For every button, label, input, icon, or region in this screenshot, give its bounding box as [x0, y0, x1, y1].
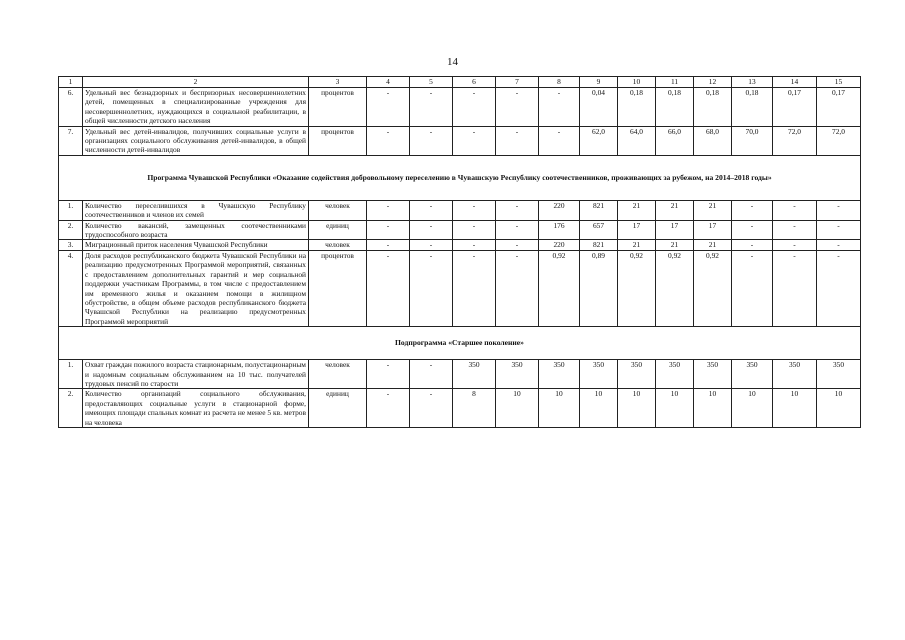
value-cell: 21 [656, 200, 694, 220]
indicators-table [58, 76, 861, 428]
value-cell: 21 [618, 240, 656, 250]
row-number: 1. [59, 360, 83, 389]
table-row [59, 220, 861, 240]
value-cell: - [367, 389, 410, 428]
column-number-cell: 10 [618, 77, 656, 88]
value-cell: - [817, 220, 861, 240]
value-cell: 70,0 [732, 126, 773, 155]
value-cell: 8 [453, 389, 496, 428]
value-cell: 72,0 [817, 126, 861, 155]
value-cell: 10 [539, 389, 580, 428]
value-cell: 350 [732, 360, 773, 389]
value-cell: - [367, 360, 410, 389]
value-cell: - [410, 126, 453, 155]
value-cell: 0,18 [656, 88, 694, 127]
value-cell: 0,17 [817, 88, 861, 127]
value-cell: 62,0 [580, 126, 618, 155]
column-number-cell: 14 [773, 77, 817, 88]
value-cell: - [732, 250, 773, 326]
value-cell: 350 [817, 360, 861, 389]
value-cell: - [410, 360, 453, 389]
value-cell: - [539, 88, 580, 127]
value-cell: - [453, 220, 496, 240]
value-cell: - [496, 88, 539, 127]
value-cell: 0,89 [580, 250, 618, 326]
value-cell: 220 [539, 200, 580, 220]
column-number-cell: 11 [656, 77, 694, 88]
column-number-cell: 15 [817, 77, 861, 88]
table-row [59, 240, 861, 250]
indicator-name: Удельный вес детей-инвалидов, получивших социальные услуги в организациях социального обслуживания детей-инвалидов, в общей численности детей-инвалидов [83, 126, 309, 155]
row-number: 2. [59, 220, 83, 240]
unit-cell: процентов [309, 250, 367, 326]
value-cell: 21 [618, 200, 656, 220]
value-cell: 10 [773, 389, 817, 428]
value-cell: - [367, 88, 410, 127]
value-cell: - [773, 200, 817, 220]
value-cell: - [367, 220, 410, 240]
value-cell: - [453, 126, 496, 155]
table-row [59, 126, 861, 155]
row-number: 2. [59, 389, 83, 428]
row-number: 3. [59, 240, 83, 250]
table-row [59, 250, 861, 326]
value-cell: 821 [580, 240, 618, 250]
unit-cell: человек [309, 360, 367, 389]
value-cell: - [732, 200, 773, 220]
indicator-name: Доля расходов республиканского бюджета Чувашской Республики на реализацию предусмотренных Программой мероприятий, связанных с предоставлением дополнительных гарантий и мер социальной поддержки участникам Программы, в том числе с предоставлением им временного жилья и оказанием помощи в жилищном обустройстве, в общем объеме расходов республиканского бюджета Чувашской Республики на реализацию предусмотренных Программой мероприятий [83, 250, 309, 326]
indicator-name: Количество переселившихся в Чувашскую Республику соотечественников и членов их семей [83, 200, 309, 220]
value-cell: - [453, 240, 496, 250]
indicator-name: Количество организаций социального обслуживания, предоставляющих социальные услуги в стационарной форме, имеющих площади спальных комнат из расчета не менее 5 кв. метров на человека [83, 389, 309, 428]
column-number-cell: 2 [83, 77, 309, 88]
value-cell: 0,92 [618, 250, 656, 326]
column-number-cell: 6 [453, 77, 496, 88]
value-cell: 350 [496, 360, 539, 389]
indicator-name: Удельный вес безнадзорных и беспризорных несовершеннолетних детей, помещенных в специализированные учреждения для несовершеннолетних, нуждающихся в социальной реабилитации, в общей численности детского населения [83, 88, 309, 127]
row-number: 4. [59, 250, 83, 326]
value-cell: 350 [539, 360, 580, 389]
section-title: Подпрограмма «Старшее поколение» [59, 327, 861, 360]
value-cell: - [453, 250, 496, 326]
value-cell: - [539, 126, 580, 155]
value-cell: - [367, 240, 410, 250]
table-row [59, 360, 861, 389]
value-cell: 10 [580, 389, 618, 428]
row-number: 7. [59, 126, 83, 155]
value-cell: - [817, 250, 861, 326]
value-cell: - [496, 126, 539, 155]
value-cell: 66,0 [656, 126, 694, 155]
value-cell: 17 [618, 220, 656, 240]
indicator-name: Количество вакансий, замещенных соотечественниками трудоспособного возраста [83, 220, 309, 240]
column-number-cell: 12 [694, 77, 732, 88]
row-number: 1. [59, 200, 83, 220]
value-cell: 350 [694, 360, 732, 389]
value-cell: 350 [773, 360, 817, 389]
unit-cell: единиц [309, 389, 367, 428]
value-cell: 21 [694, 200, 732, 220]
value-cell: 21 [694, 240, 732, 250]
value-cell: 17 [694, 220, 732, 240]
indicator-name: Охват граждан пожилого возраста стационарным, полустационарным и надомным социальным обслуживанием на 10 тыс. получателей трудовых пенсий по старости [83, 360, 309, 389]
column-number-cell: 13 [732, 77, 773, 88]
value-cell: - [410, 200, 453, 220]
value-cell: - [410, 220, 453, 240]
value-cell: - [817, 200, 861, 220]
value-cell: - [732, 240, 773, 250]
row-number: 6. [59, 88, 83, 127]
value-cell: 0,92 [539, 250, 580, 326]
value-cell: 0,18 [732, 88, 773, 127]
value-cell: 10 [732, 389, 773, 428]
value-cell: 176 [539, 220, 580, 240]
value-cell: 0,18 [618, 88, 656, 127]
value-cell: - [410, 240, 453, 250]
section-row [59, 327, 861, 360]
value-cell: - [817, 240, 861, 250]
value-cell: 10 [618, 389, 656, 428]
value-cell: - [773, 240, 817, 250]
column-number-cell: 4 [367, 77, 410, 88]
value-cell: 0,92 [694, 250, 732, 326]
value-cell: - [367, 126, 410, 155]
table-row [59, 389, 861, 428]
value-cell: - [367, 200, 410, 220]
value-cell: - [496, 220, 539, 240]
table-row [59, 88, 861, 127]
value-cell: - [410, 250, 453, 326]
value-cell: - [496, 250, 539, 326]
indicator-name: Миграционный приток населения Чувашской Республики [83, 240, 309, 250]
section-row [59, 155, 861, 200]
value-cell: 21 [656, 240, 694, 250]
value-cell: 821 [580, 200, 618, 220]
value-cell: 10 [656, 389, 694, 428]
column-number-cell: 8 [539, 77, 580, 88]
value-cell: 64,0 [618, 126, 656, 155]
unit-cell: человек [309, 240, 367, 250]
column-number-cell: 7 [496, 77, 539, 88]
table-row [59, 200, 861, 220]
value-cell: 0,18 [694, 88, 732, 127]
unit-cell: процентов [309, 126, 367, 155]
value-cell: - [496, 200, 539, 220]
unit-cell: человек [309, 200, 367, 220]
value-cell: 350 [618, 360, 656, 389]
unit-cell: процентов [309, 88, 367, 127]
value-cell: 350 [656, 360, 694, 389]
value-cell: - [773, 250, 817, 326]
value-cell: - [773, 220, 817, 240]
column-number-row [59, 77, 861, 88]
value-cell: 350 [580, 360, 618, 389]
value-cell: 0,92 [656, 250, 694, 326]
value-cell: - [732, 220, 773, 240]
column-number-cell: 1 [59, 77, 83, 88]
value-cell: - [410, 88, 453, 127]
value-cell: - [496, 240, 539, 250]
value-cell: 72,0 [773, 126, 817, 155]
value-cell: 10 [694, 389, 732, 428]
page-number: 14 [447, 56, 458, 68]
value-cell: 0,17 [773, 88, 817, 127]
value-cell: 657 [580, 220, 618, 240]
section-title: Программа Чувашской Республики «Оказание содействия добровольному переселению в Чувашскую Республику соотечественников, проживающих за рубежом, на 2014–2018 годы» [59, 155, 861, 200]
value-cell: - [410, 389, 453, 428]
column-number-cell: 3 [309, 77, 367, 88]
value-cell: 17 [656, 220, 694, 240]
value-cell: 10 [496, 389, 539, 428]
unit-cell: единиц [309, 220, 367, 240]
column-number-cell: 9 [580, 77, 618, 88]
value-cell: 220 [539, 240, 580, 250]
value-cell: - [453, 200, 496, 220]
column-number-cell: 5 [410, 77, 453, 88]
value-cell: 350 [453, 360, 496, 389]
value-cell: 68,0 [694, 126, 732, 155]
value-cell: 10 [817, 389, 861, 428]
value-cell: - [453, 88, 496, 127]
value-cell: - [367, 250, 410, 326]
value-cell: 0,04 [580, 88, 618, 127]
